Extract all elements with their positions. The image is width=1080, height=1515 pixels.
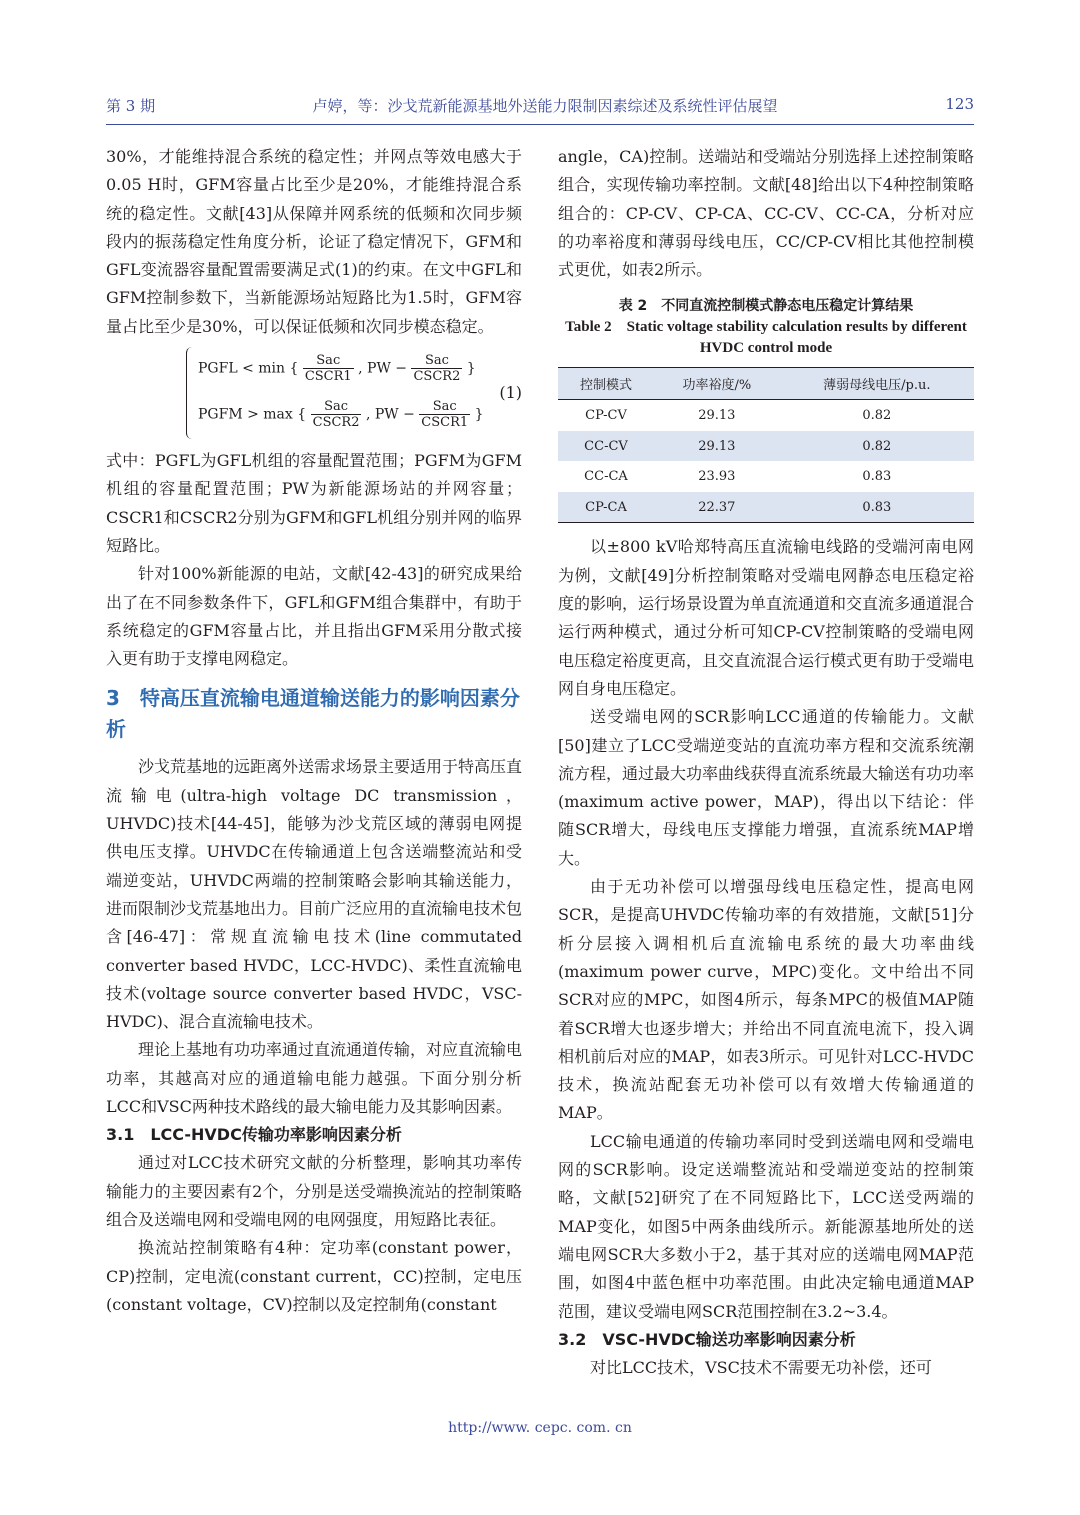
table-cell: 22.37	[654, 492, 780, 523]
table-caption-en: Table 2 Static voltage stability calculation results by different HVDC control mode	[565, 319, 967, 357]
table-cell: 29.13	[654, 431, 780, 462]
equation-1	[106, 347, 522, 443]
paragraph: 由于无功补偿可以增强母线电压稳定性，提高电网SCR，是提高UHVDC传输功率的有效措施，文献[51]分析分层接入调相机后直流输电系统的最大功率曲线(maximum power curve，MPC)变化。文中给出不同SCR对应的MPC，如图4所示，每条MPC的极值MAP随着SCR增大也逐步增大；并给出不同直流电流下，投入调相机前后对应的MAP，如表3所示。可见针对LCC-HVDC技术，换流站配套无功补偿可以有效增大传输通道的MAP。	[558, 877, 974, 1123]
section-heading-3: 3 特高压直流输电通道输送能力的影响因素分析	[106, 686, 520, 742]
table-header-row	[558, 368, 974, 400]
paragraph: 沙戈荒基地的远距离外送需求场景主要适用于特高压直流输电(ultra-high voltage DC transmission，UHVDC)技术[44-45]，能够为沙戈荒区域的薄弱电网提供电压支撑。UHVDC在传输通道上包含送端整流站和受端逆变站，UHVDC两端的控制策略会影响其输送能力，进而限制沙戈荒基地出力。目前广泛应用的直流输电技术包含[46-47]：常规直流输电技术(line commutated converter based HVDC，LCC-HVDC)、柔性直流输电技术(voltage source converter based HVDC，VSC-HVDC)、混合直流输电技术。	[106, 757, 523, 1032]
equation-row-2	[198, 399, 484, 430]
left-column	[106, 143, 522, 1319]
paragraph: 针对100%新能源的电站，文献[42-43]的研究成果给出了在不同参数条件下，GFL和GFM组合集群中，有助于系统稳定的GFM容量占比，并且指出GFM采用分散式接入更有助于支撑电网稳定。	[106, 564, 522, 669]
column-header: 薄弱母线电压/p.u.	[780, 368, 974, 400]
equation-term: , PW −	[365, 406, 415, 423]
paragraph: 通过对LCC技术研究文献的分析整理，影响其功率传输能力的主要因素有2个，分别是送受端换流站的控制策略组合及送端电网和受端电网的电网强度，用短路比表征。	[106, 1153, 522, 1229]
section-heading-3-2: 3.2 VSC-HVDC输送功率影响因素分析	[558, 1329, 856, 1349]
paragraph: 送受端电网的SCR影响LCC通道的传输能力。文献[50]建立了LCC受端逆变站的直流功率方程和交流系统潮流方程，通过最大功率曲线获得直流系统最大输送有功功率(maximum active power，MAP)，得出以下结论：伴随SCR增大，母线电压支撑能力增强，直流系统MAP增大。	[558, 707, 975, 868]
equation-close: }	[466, 360, 476, 377]
table-caption-cn: 表 2 不同直流控制模式静态电压稳定计算结果	[618, 298, 914, 315]
fraction: $\frac{\text{Sac}}{\text{CSCR1}}$	[421, 399, 469, 431]
paragraph: 对比LCC技术，VSC技术不需要无功补偿，还可	[590, 1357, 932, 1377]
equation-lhs: PGFM > max {	[198, 406, 307, 423]
table-cell: CP-CV	[585, 408, 627, 424]
paragraph: 以±800 kV哈郑特高压直流输电线路的受端河南电网为例，文献[49]分析控制策略对受端电网静态电压稳定裕度的影响，运行场景设置为单直流通道和交直流多通道混合运行两种模式，通过分析可知CP-CV控制策略的受端电网电压稳定裕度更高，且交直流混合运行模式更有助于受端电网自身电压稳定。	[558, 537, 975, 698]
right-column	[558, 143, 974, 1382]
equation-row-1	[198, 353, 476, 384]
table-cell: 0.82	[862, 408, 892, 424]
paragraph: LCC输电通道的传输功率同时受到送端电网和受端电网的SCR影响。设定送端整流站和受端逆变站的控制策略，文献[52]研究了在不同短路比下，LCC送受两端的MAP变化，如图5中两条曲线所示。新能源基地所处的送端电网SCR大多数小于2，基于其对应的送端电网MAP范围，如图4中蓝色框中功率范围。由此决定输电通道MAP范围，建议受端电网SCR范围控制在3.2~3.4。	[558, 1131, 974, 1321]
equation-close: }	[474, 406, 484, 423]
table-cell: 0.82	[780, 431, 974, 462]
column-header: 功率裕度/%	[654, 368, 780, 400]
fraction: $\frac{\text{Sac}}{\text{CSCR2}}$	[413, 353, 461, 385]
footer-url: http://www. cepc. com. cn	[448, 1420, 632, 1436]
running-title: 卢婷，等：沙戈荒新能源基地外送能力限制因素综述及系统性评估展望	[312, 97, 778, 115]
table-row	[558, 400, 974, 431]
column-header: 控制模式	[558, 368, 654, 400]
section-heading-3-1: 3.1 LCC-HVDC传输功率影响因素分析	[106, 1125, 402, 1145]
table-cell: 0.83	[780, 492, 974, 523]
table-row	[558, 461, 974, 492]
page-number: 123	[945, 95, 974, 113]
page-header	[0, 0, 1080, 130]
equation-term: , PW −	[358, 360, 408, 377]
paragraph: angle，CA)控制。送端站和受端站分别选择上述控制策略组合，实现传输功率控制。文献[48]给出以下4种控制策略组合的：CP-CV、CP-CA、CC-CV、CC-CA，分析对应的功率裕度和薄弱母线电压，CC/CP-CV相比其他控制模式更优，如表2所示。	[558, 147, 974, 280]
table-cell: 0.83	[862, 469, 892, 485]
header-rule	[106, 124, 974, 125]
table-row	[558, 492, 974, 523]
table-cell: CC-CV	[558, 431, 654, 462]
fraction: $\frac{\text{Sac}}{\text{CSCR1}}$	[304, 353, 352, 385]
table-cell: 23.93	[698, 469, 736, 485]
table-2-block	[558, 296, 974, 523]
issue-number: 第 3 期	[106, 97, 156, 115]
table-cell: CC-CA	[584, 469, 628, 485]
table-2	[558, 367, 974, 523]
equation-brace	[186, 347, 195, 439]
equation-number: (1)	[499, 383, 522, 403]
table-cell: CP-CA	[558, 492, 654, 523]
table-cell: 29.13	[698, 408, 736, 424]
equation-lhs: PGFL < min {	[198, 360, 299, 377]
fraction: $\frac{\text{Sac}}{\text{CSCR2}}$	[312, 399, 360, 431]
paragraph: 30%，才能维持混合系统的稳定性；并网点等效电感大于0.05 H时，GFM容量占比至少是20%，才能维持混合系统的稳定性。文献[43]从保障并网系统的低频和次同步频段内的振荡稳定性角度分析，论证了稳定情况下，GFM和GFL变流器容量配置需要满足式(1)的约束。在文中GFL和GFM控制参数下，当新能源场站短路比为1.5时，GFM容量占比至少是30%，可以保证低频和次同步模态稳定。	[106, 147, 522, 336]
paragraph: 理论上基地有功功率通过直流通道传输，对应直流输电功率，其越高对应的通道输电能力越强。下面分别分析LCC和VSC两种技术路线的最大输电能力及其影响因素。	[106, 1040, 523, 1117]
table-row	[558, 431, 974, 462]
paragraph: 式中：PGFL为GFL机组的容量配置范围；PGFM为GFM机组的容量配置范围；PW为新能源场站的并网容量；CSCR1和CSCR2分别为GFM和GFL机组分别并网的临界短路比。	[106, 451, 522, 555]
paragraph: 换流站控制策略有4种：定功率(constant power，CP)控制，定电流(constant current，CC)控制，定电压(constant voltage，CV)控制以及定控制角(constant	[106, 1238, 522, 1314]
